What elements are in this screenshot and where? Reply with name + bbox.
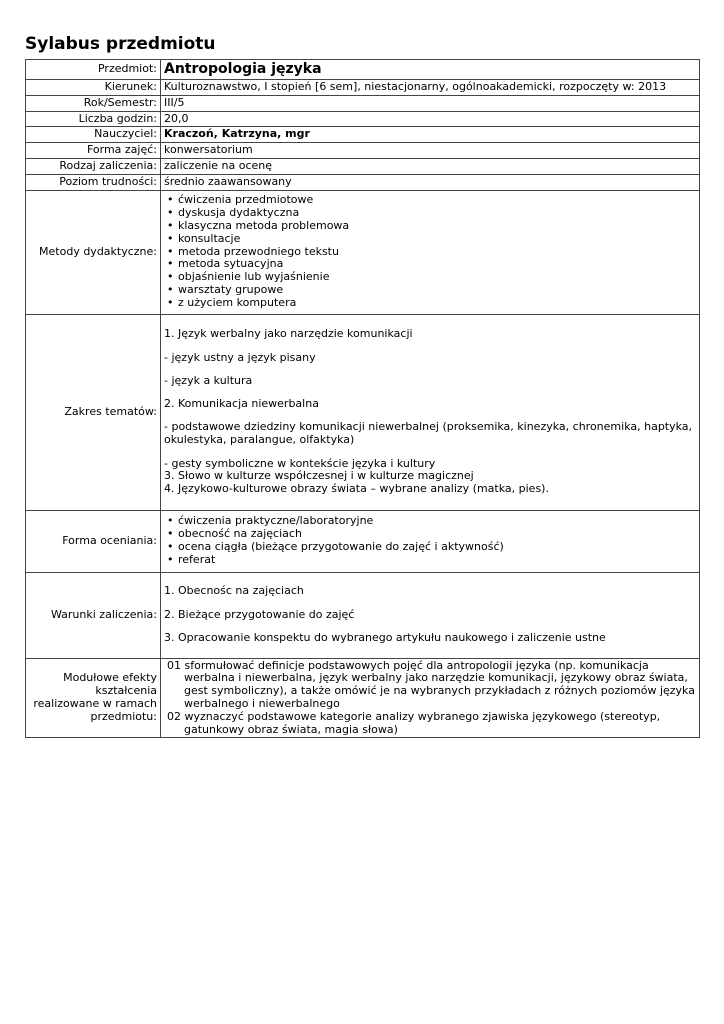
condition-line: 3. Opracowanie konspektu do wybranego artykułu naukowego i zaliczenie ustne bbox=[164, 630, 606, 644]
ocenianie-list bbox=[164, 515, 696, 566]
value-warunki bbox=[161, 572, 700, 658]
label-efekty: Modułowe efekty kształcenia realizowane w ramach przedmiotu: bbox=[26, 658, 161, 738]
value-metody bbox=[161, 190, 700, 314]
list-item: • objaśnienie lub wyjaśnienie bbox=[167, 271, 696, 284]
efekty-list bbox=[164, 660, 696, 737]
row-metody bbox=[26, 190, 700, 314]
row-ocenianie bbox=[26, 510, 700, 572]
condition-line: 2. Bieżące przygotowanie do zajęć bbox=[164, 607, 355, 621]
row-efekty bbox=[26, 658, 700, 738]
topic-line: 3. Słowo w kulturze współczesnej i w kulturze magicznej bbox=[164, 469, 474, 483]
list-item: • konsultacje bbox=[167, 233, 696, 246]
list-item: 02 wyznaczyć podstawowe kategorie analizy wybranego zjawiska językowego (stereotyp, gatunkowy obraz świata, magia słowa) bbox=[167, 709, 661, 736]
row-forma bbox=[26, 143, 700, 159]
label-poziom: Poziom trudności: bbox=[26, 174, 161, 190]
value-rok: III/5 bbox=[161, 95, 700, 111]
topic-line: 4. Językowo-kulturowe obrazy świata – wybrane analizy (matka, pies). bbox=[164, 482, 549, 496]
list-item: • ćwiczenia przedmiotowe bbox=[167, 194, 696, 207]
topic-line: 2. Komunikacja niewerbalna bbox=[164, 397, 319, 411]
value-efekty bbox=[161, 658, 700, 738]
list-item: • ocena ciągła (bieżące przygotowanie do zajęć i aktywność) bbox=[167, 541, 696, 554]
value-zakres bbox=[161, 314, 700, 510]
label-rok: Rok/Semestr: bbox=[26, 95, 161, 111]
label-nauczyciel: Nauczyciel: bbox=[26, 127, 161, 143]
list-item: 01 sformułować definicje podstawowych pojęć dla antropologii języka (np. komunikacja werbalna i niewerbalna, język werbalny jako narzędzie komunikacji, językowy obraz świata, gest symboliczny), a także omówić je na wybranych przykładach z różnych poziomów języka werbalnego i niewerbalnego bbox=[167, 658, 695, 710]
list-item: • referat bbox=[167, 554, 696, 567]
list-item: • klasyczna metoda problemowa bbox=[167, 220, 696, 233]
value-poziom: średnio zaawansowany bbox=[161, 174, 700, 190]
topic-line: - podstawowe dziedziny komunikacji niewerbalnej (proksemika, kinezyka, chronemika, haptyka, okulestyka, paralangue, olfaktyka) bbox=[164, 420, 693, 447]
list-item: • z użyciem komputera bbox=[167, 297, 696, 310]
label-metody: Metody dydaktyczne: bbox=[26, 190, 161, 314]
row-rok bbox=[26, 95, 700, 111]
list-item: • metoda sytuacyjna bbox=[167, 258, 696, 271]
list-item: • ćwiczenia praktyczne/laboratoryjne bbox=[167, 515, 696, 528]
label-kierunek: Kierunek: bbox=[26, 80, 161, 96]
value-godziny: 20,0 bbox=[161, 111, 700, 127]
value-zaliczenie: zaliczenie na ocenę bbox=[161, 158, 700, 174]
row-kierunek bbox=[26, 80, 700, 96]
value-nauczyciel: Kraczoń, Katrzyna, mgr bbox=[161, 127, 700, 143]
label-godziny: Liczba godzin: bbox=[26, 111, 161, 127]
metody-list bbox=[164, 194, 696, 309]
label-zaliczenie: Rodzaj zaliczenia: bbox=[26, 158, 161, 174]
row-przedmiot bbox=[26, 60, 700, 80]
row-poziom bbox=[26, 174, 700, 190]
value-forma: konwersatorium bbox=[161, 143, 700, 159]
row-zaliczenie bbox=[26, 158, 700, 174]
page-title: Sylabus przedmiotu bbox=[25, 34, 216, 54]
condition-line: 1. Obecnośc na zajęciach bbox=[164, 584, 304, 598]
topic-line: - język a kultura bbox=[164, 373, 253, 387]
list-item: • dyskusja dydaktyczna bbox=[167, 207, 696, 220]
list-item: • obecność na zajęciach bbox=[167, 528, 696, 541]
syllabus-table bbox=[25, 59, 700, 738]
list-item: • warsztaty grupowe bbox=[167, 284, 696, 297]
row-warunki bbox=[26, 572, 700, 658]
row-godziny bbox=[26, 111, 700, 127]
value-kierunek: Kulturoznawstwo, I stopień [6 sem], niestacjonarny, ogólnoakademicki, rozpoczęty w: 2013 bbox=[161, 80, 700, 96]
label-przedmiot: Przedmiot: bbox=[26, 60, 161, 80]
label-ocenianie: Forma oceniania: bbox=[26, 510, 161, 572]
label-forma: Forma zajęć: bbox=[26, 143, 161, 159]
topic-line: - gesty symboliczne w kontekście języka i kultury bbox=[164, 456, 436, 470]
value-ocenianie bbox=[161, 510, 700, 572]
value-przedmiot: Antropologia języka bbox=[161, 60, 700, 80]
label-zakres: Zakres tematów: bbox=[26, 314, 161, 510]
row-nauczyciel bbox=[26, 127, 700, 143]
label-warunki: Warunki zaliczenia: bbox=[26, 572, 161, 658]
list-item: • metoda przewodniego tekstu bbox=[167, 246, 696, 259]
topic-line: - język ustny a język pisany bbox=[164, 350, 316, 364]
topic-line: 1. Język werbalny jako narzędzie komunikacji bbox=[164, 327, 413, 341]
row-zakres bbox=[26, 314, 700, 510]
